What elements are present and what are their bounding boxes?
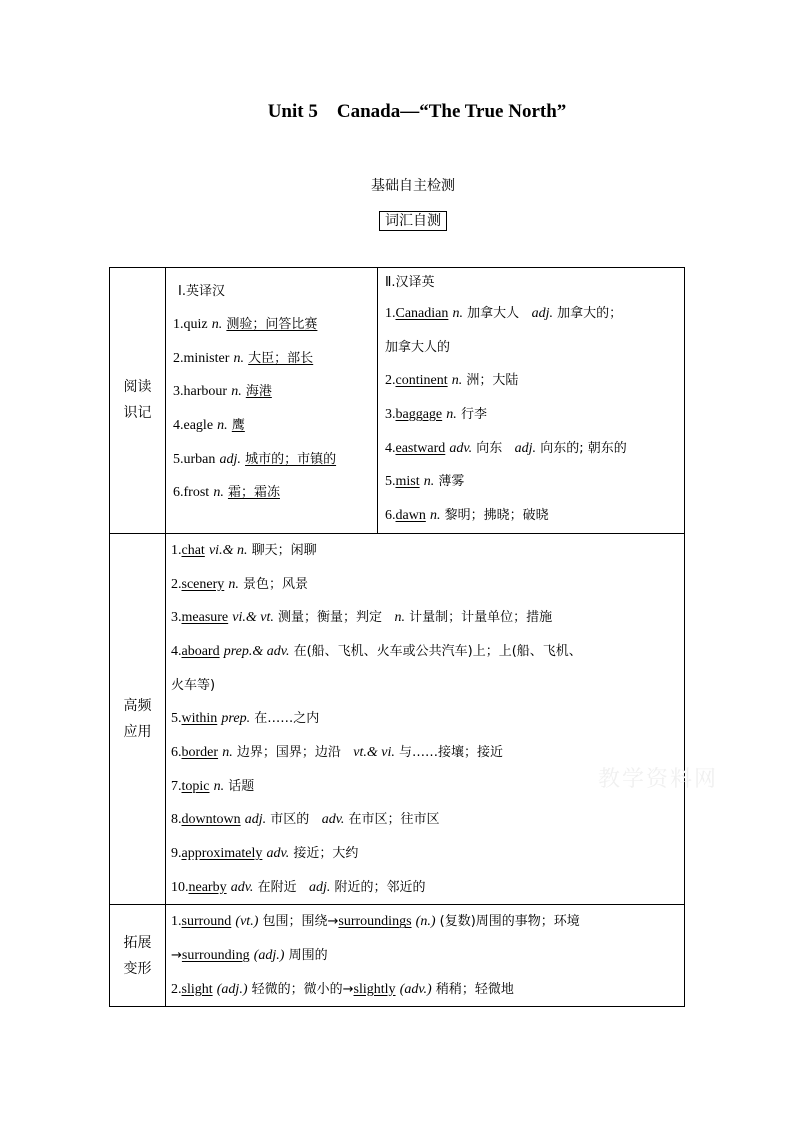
category-label: 阅读 识记 — [123, 379, 152, 422]
frequent-row — [110, 533, 685, 905]
extension-row — [110, 905, 685, 1007]
extension-word: surround — [181, 914, 232, 930]
item-number: 2. — [385, 373, 396, 389]
part1-item — [166, 375, 377, 409]
item-meaning: 话题 — [228, 778, 255, 794]
part2-item — [378, 499, 684, 533]
item-number: 7. — [171, 778, 182, 794]
frequent-item — [166, 601, 684, 635]
item-meaning: 附近的；邻近的 — [334, 879, 426, 895]
vocab-table — [109, 267, 685, 1007]
item-number: 5. — [171, 711, 182, 727]
item-pos: n. — [451, 373, 463, 389]
item-pos: n. — [222, 744, 233, 760]
item-meaning: 薄雾 — [438, 474, 465, 490]
extension-word: slightly — [353, 981, 396, 997]
item-meaning: 向东 — [476, 440, 503, 456]
item-word: minister — [183, 350, 230, 366]
part2-item — [378, 398, 684, 432]
item-pos: prep. — [221, 711, 251, 727]
part2-item — [378, 432, 684, 466]
extension-word: slight — [181, 981, 213, 997]
category-frequent — [110, 533, 166, 905]
item-word: frost — [183, 485, 210, 501]
extension-line: →surrounding (adj.) 周围的 — [171, 948, 328, 964]
item-meaning: 与……接壤；接近 — [399, 744, 504, 760]
item-answer: 海港 — [245, 384, 272, 400]
part2-cell — [378, 268, 685, 534]
frequent-item-continued — [166, 669, 684, 703]
item-number: 3. — [171, 610, 182, 626]
frequent-item — [166, 803, 684, 837]
part1-heading: Ⅰ.英译汉 — [178, 284, 225, 299]
item-pos: adv. — [449, 440, 473, 456]
item-number: 8. — [171, 812, 182, 828]
item-meaning: 火车等) — [171, 677, 216, 693]
item-meaning: 向东的; 朝东的 — [540, 440, 627, 456]
category-label: 拓展 变形 — [123, 934, 152, 977]
category-extension — [110, 905, 166, 1007]
part2-item — [378, 465, 684, 499]
item-meaning: 加拿大人的 — [385, 339, 451, 355]
item-meaning: 在市区；往市区 — [348, 812, 440, 828]
item-pos: adv. — [321, 812, 345, 828]
frequent-item — [166, 635, 684, 669]
item-meaning: 在附近 — [257, 879, 297, 895]
item-answer: 鹰 — [231, 418, 245, 434]
item-word: eastward — [395, 440, 446, 456]
item-number: 3. — [173, 384, 184, 400]
item-pos: n. — [228, 576, 239, 592]
item-pos: adv. — [230, 879, 254, 895]
frequent-item — [166, 837, 684, 871]
item-meaning: 测量；衡量；判定 — [278, 610, 383, 626]
item-answer: 霜；霜冻 — [227, 485, 280, 501]
item-number: 6. — [173, 485, 184, 501]
item-word: dawn — [395, 508, 426, 524]
item-pos: n. — [213, 485, 224, 501]
item-word: baggage — [395, 407, 443, 423]
frequent-cell — [166, 533, 685, 905]
item-pos: n. — [423, 474, 435, 490]
item-number: 4. — [171, 643, 182, 659]
item-word: Canadian — [395, 306, 449, 321]
item-pos: adj. — [244, 812, 267, 828]
item-word: scenery — [181, 576, 225, 592]
item-number: 1. — [173, 317, 184, 332]
item-number: 5. — [173, 451, 184, 467]
item-number: 2. — [173, 350, 184, 366]
category-reading — [110, 268, 166, 534]
item-word: quiz — [183, 317, 208, 332]
item-number: 1. — [171, 542, 182, 558]
item-word: harbour — [183, 384, 228, 400]
boxed-label: 词汇自测 — [379, 211, 447, 231]
item-pos: n. — [213, 778, 225, 794]
item-answer: 大臣；部长 — [248, 350, 314, 366]
item-word: continent — [395, 373, 448, 389]
item-pos: vi.& n. — [208, 542, 248, 558]
part1-cell — [166, 268, 378, 534]
item-answer: 城市的；市镇的 — [245, 451, 337, 467]
item-number: 4. — [385, 440, 396, 456]
item-meaning: 加拿大人 — [467, 306, 520, 321]
item-meaning: 市区的 — [270, 812, 310, 828]
item-pos: n. — [429, 508, 441, 524]
item-meaning: 计量制；计量单位；措施 — [409, 610, 553, 626]
watermark: 教学资料网 — [598, 767, 719, 792]
item-number: 4. — [173, 418, 184, 434]
item-word: approximately — [181, 846, 263, 861]
section-title: 基础自主检测 — [371, 178, 455, 194]
part1-item — [166, 409, 377, 443]
item-word: nearby — [188, 879, 227, 895]
item-word: downtown — [181, 812, 241, 828]
part1-item — [166, 342, 377, 376]
item-word: eagle — [183, 418, 214, 434]
frequent-item — [166, 702, 684, 736]
item-pos: n. — [217, 418, 228, 434]
frequent-item — [166, 871, 684, 905]
item-number: 10. — [171, 879, 189, 895]
item-pos: adv. — [266, 846, 290, 861]
item-pos: n. — [233, 350, 245, 366]
part2-heading: Ⅱ.汉译英 — [385, 275, 435, 290]
part1-item — [166, 476, 377, 510]
item-meaning: 接近；大约 — [293, 846, 359, 861]
item-meaning: 景色；风景 — [243, 576, 309, 592]
item-pos: adj. — [219, 451, 241, 467]
item-meaning: 加拿大的； — [557, 306, 623, 321]
item-word: chat — [181, 542, 205, 558]
item-word: topic — [181, 778, 210, 794]
item-pos: n. — [446, 407, 457, 423]
part1-item — [166, 443, 377, 477]
item-number: 6. — [385, 508, 396, 524]
item-word: measure — [181, 610, 229, 626]
item-number: 3. — [385, 407, 396, 423]
item-number: 5. — [385, 474, 396, 490]
part2-item — [378, 364, 684, 398]
item-pos: n. — [452, 306, 464, 321]
item-word: urban — [183, 451, 216, 467]
item-pos: adj. — [308, 879, 331, 895]
extension-word: surrounding — [181, 948, 250, 964]
item-number: 9. — [171, 846, 182, 861]
item-meaning: 行李 — [460, 407, 487, 423]
item-pos: vt.& vi. — [353, 744, 395, 760]
reading-row — [110, 268, 685, 534]
extension-line: 1.surround (vt.) 包围；围绕→surroundings (n.) (复数)周围的事物；环境 — [171, 914, 580, 930]
frequent-item — [166, 568, 684, 602]
item-word: border — [181, 744, 219, 760]
extension-word: surroundings — [338, 914, 412, 930]
extension-cell — [166, 905, 685, 1007]
item-word: aboard — [181, 643, 220, 659]
item-word: mist — [395, 474, 420, 490]
frequent-item — [166, 534, 684, 568]
part2-item-continued — [378, 331, 684, 365]
item-pos: prep.& adv. — [223, 643, 290, 659]
item-meaning: 聊天；闲聊 — [251, 542, 317, 558]
item-pos: n. — [211, 317, 223, 332]
item-meaning: 洲；大陆 — [466, 373, 519, 389]
part2-item — [378, 297, 684, 331]
category-label: 高频 应用 — [123, 698, 152, 741]
item-pos: n. — [394, 610, 405, 626]
part1-item — [166, 308, 377, 342]
item-pos: vi.& vt. — [232, 610, 274, 626]
item-meaning: 边界；国界；边沿 — [236, 744, 341, 760]
item-number: 2. — [171, 576, 182, 592]
item-answer: 测验；问答比赛 — [226, 317, 318, 332]
item-meaning: 在……之内 — [254, 711, 320, 727]
item-meaning: 在(船、飞机、火车或公共汽车)上；上(船、飞机、 — [293, 643, 582, 659]
item-meaning: 黎明；拂晓；破晓 — [444, 508, 549, 524]
item-word: within — [181, 711, 218, 727]
item-pos: n. — [231, 384, 242, 400]
page-title: Unit 5 Canada—“The True North” — [267, 101, 567, 122]
item-pos: adj. — [531, 306, 553, 321]
extension-line: 2.slight (adj.) 轻微的；微小的→slightly (adv.) 稍稍；轻微地 — [171, 981, 514, 997]
item-number: 6. — [171, 744, 182, 760]
item-number: 1. — [385, 306, 396, 321]
item-pos: adj. — [514, 440, 537, 456]
